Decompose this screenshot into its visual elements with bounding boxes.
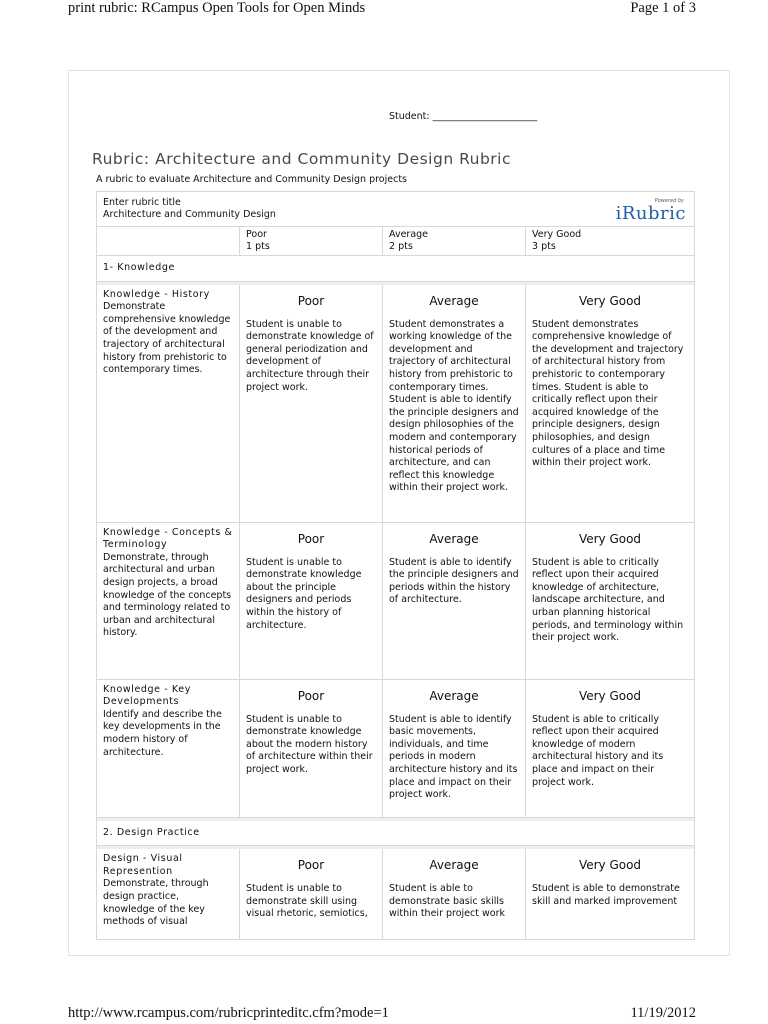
level-cell-average bbox=[383, 680, 526, 817]
level-points: 3 pts bbox=[532, 241, 556, 252]
cell-level-name: Poor bbox=[297, 858, 325, 873]
rubric-title: Rubric: Architecture and Community Design Rubric bbox=[92, 150, 512, 168]
print-footer-url: http://www.rcampus.com/rubricprinteditc.cfm?mode=1 bbox=[68, 1005, 389, 1021]
level-cell-poor bbox=[240, 285, 383, 522]
cell-level-name: Poor bbox=[297, 531, 325, 546]
cell-text: Student demonstrates a working knowledge of the development and trajectory of architectural history from prehistoric to contemporary times. Student is able to identify the principle designers and design philosophies of the modern and contemporary historical periods of architecture, and can reflect this knowledge within their project work. bbox=[389, 318, 519, 494]
level-header-poor bbox=[240, 227, 383, 255]
level-name: Very Good bbox=[532, 229, 582, 240]
criterion-cell bbox=[97, 285, 240, 522]
criterion-title: Knowledge - History bbox=[103, 288, 210, 300]
cell-text: Student is able to demonstrate skill and marked improvement bbox=[532, 883, 680, 907]
cell-text: Student is able to critically reflect upon their acquired knowledge of architecture, landscape architecture, and urban planning historical periods, and terminology within their project work. bbox=[532, 556, 684, 644]
level-cell-average bbox=[383, 523, 526, 679]
print-footer-date: 11/19/2012 bbox=[630, 1005, 696, 1021]
rubric-title-value: Architecture and Community Design bbox=[103, 209, 276, 220]
cell-level-name: Very Good bbox=[578, 531, 642, 546]
cell-text: Student is able to identify the principle designers and periods within the history of architecture. bbox=[389, 556, 519, 606]
level-points: 1 pts bbox=[246, 241, 270, 252]
cell-level-name: Average bbox=[429, 858, 479, 873]
cell-level-name: Average bbox=[429, 688, 479, 703]
level-points: 2 pts bbox=[389, 241, 413, 252]
level-cell-poor bbox=[240, 523, 383, 679]
level-name: Average bbox=[389, 229, 429, 240]
print-header-title: print rubric: RCampus Open Tools for Open Minds bbox=[68, 0, 366, 16]
page-indicator: Page 1 of 3 bbox=[630, 0, 696, 16]
criterion-title: Knowledge - Concepts & Terminology bbox=[103, 526, 233, 551]
cell-text: Student is able to identify basic movements, individuals, and time periods in modern architecture history and its place and impact on their project work. bbox=[389, 713, 518, 801]
rubric-table bbox=[96, 191, 695, 940]
cell-text: Student demonstrates comprehensive knowledge of the development and trajectory of architectural history from prehistoric to contemporary times. Student is able to critically reflect upon their acquired knowledge of the principle designers, design philosophies, and design cultures of a place and time within their project work. bbox=[532, 318, 684, 469]
cell-level-name: Poor bbox=[297, 293, 325, 308]
level-cell-average bbox=[383, 849, 526, 939]
cell-text: Student is able to demonstrate basic skills within their project work bbox=[389, 883, 505, 920]
rubric-title-label: Enter rubric title bbox=[103, 197, 181, 208]
printed-page bbox=[68, 70, 730, 956]
cell-text: Student is unable to demonstrate knowledge about the principle designers and periods within the history of architecture. bbox=[246, 556, 362, 631]
level-cell-very-good bbox=[526, 849, 694, 939]
level-header-row bbox=[97, 227, 694, 256]
cell-text: Student is unable to demonstrate skill using visual rhetoric, semiotics, bbox=[246, 883, 368, 920]
student-name-line: Student: ______________________ bbox=[389, 111, 538, 122]
irubric-brand: iRubric bbox=[615, 203, 686, 224]
criterion-description: Identify and describe the key developments in the modern history of architecture. bbox=[103, 708, 222, 758]
criterion-description: Demonstrate, through architectural and urban design projects, a broad knowledge of the concepts and terminology related to urban and architectural history. bbox=[103, 551, 232, 639]
level-cell-very-good bbox=[526, 680, 694, 817]
criterion-description: Demonstrate, through design practice, knowledge of the key methods of visual bbox=[103, 878, 209, 928]
cell-level-name: Average bbox=[429, 531, 479, 546]
criterion-cell bbox=[97, 680, 240, 817]
irubric-logo[interactable] bbox=[608, 198, 688, 224]
section-row bbox=[97, 818, 694, 847]
section-row bbox=[97, 256, 694, 282]
cell-text: Student is able to critically reflect upon their acquired knowledge of modern architectural history and its place and impact on their project work. bbox=[532, 713, 664, 788]
criterion-row bbox=[97, 846, 694, 939]
section-title: 2. Design Practice bbox=[103, 826, 200, 838]
cell-text: Student is unable to demonstrate knowledge of general periodization and development of architecture through their project work. bbox=[246, 318, 374, 393]
rubric-title-header bbox=[97, 192, 694, 227]
powered-by-label: Powered by bbox=[654, 198, 684, 204]
section-title: 1- Knowledge bbox=[103, 262, 175, 273]
level-cell-average bbox=[383, 285, 526, 522]
criterion-title: Knowledge - Key Developments bbox=[103, 683, 191, 708]
cell-level-name: Very Good bbox=[578, 293, 642, 308]
level-cell-poor bbox=[240, 680, 383, 817]
criterion-row bbox=[97, 680, 694, 818]
cell-level-name: Very Good bbox=[578, 688, 642, 703]
level-cell-poor bbox=[240, 849, 383, 939]
cell-level-name: Average bbox=[429, 293, 479, 308]
criterion-title: Design - Visual Represention bbox=[103, 853, 183, 877]
rubric-description: A rubric to evaluate Architecture and Community Design projects bbox=[96, 174, 407, 185]
criterion-cell bbox=[97, 523, 240, 679]
level-header-very-good bbox=[526, 227, 694, 255]
criterion-row bbox=[97, 523, 694, 680]
cell-level-name: Poor bbox=[297, 688, 325, 703]
cell-level-name: Very Good bbox=[578, 858, 642, 873]
criterion-description: Demonstrate comprehensive knowledge of the development and trajectory of architectural history from prehistoric to contemporary times. bbox=[103, 301, 231, 376]
level-name: Poor bbox=[246, 229, 267, 240]
criterion-row bbox=[97, 282, 694, 523]
criterion-cell bbox=[97, 849, 240, 939]
level-header-empty bbox=[97, 227, 240, 255]
level-cell-very-good bbox=[526, 523, 694, 679]
level-cell-very-good bbox=[526, 285, 694, 522]
cell-text: Student is unable to demonstrate knowledge about the modern history of architecture within their project work. bbox=[246, 713, 373, 775]
level-header-average bbox=[383, 227, 526, 255]
